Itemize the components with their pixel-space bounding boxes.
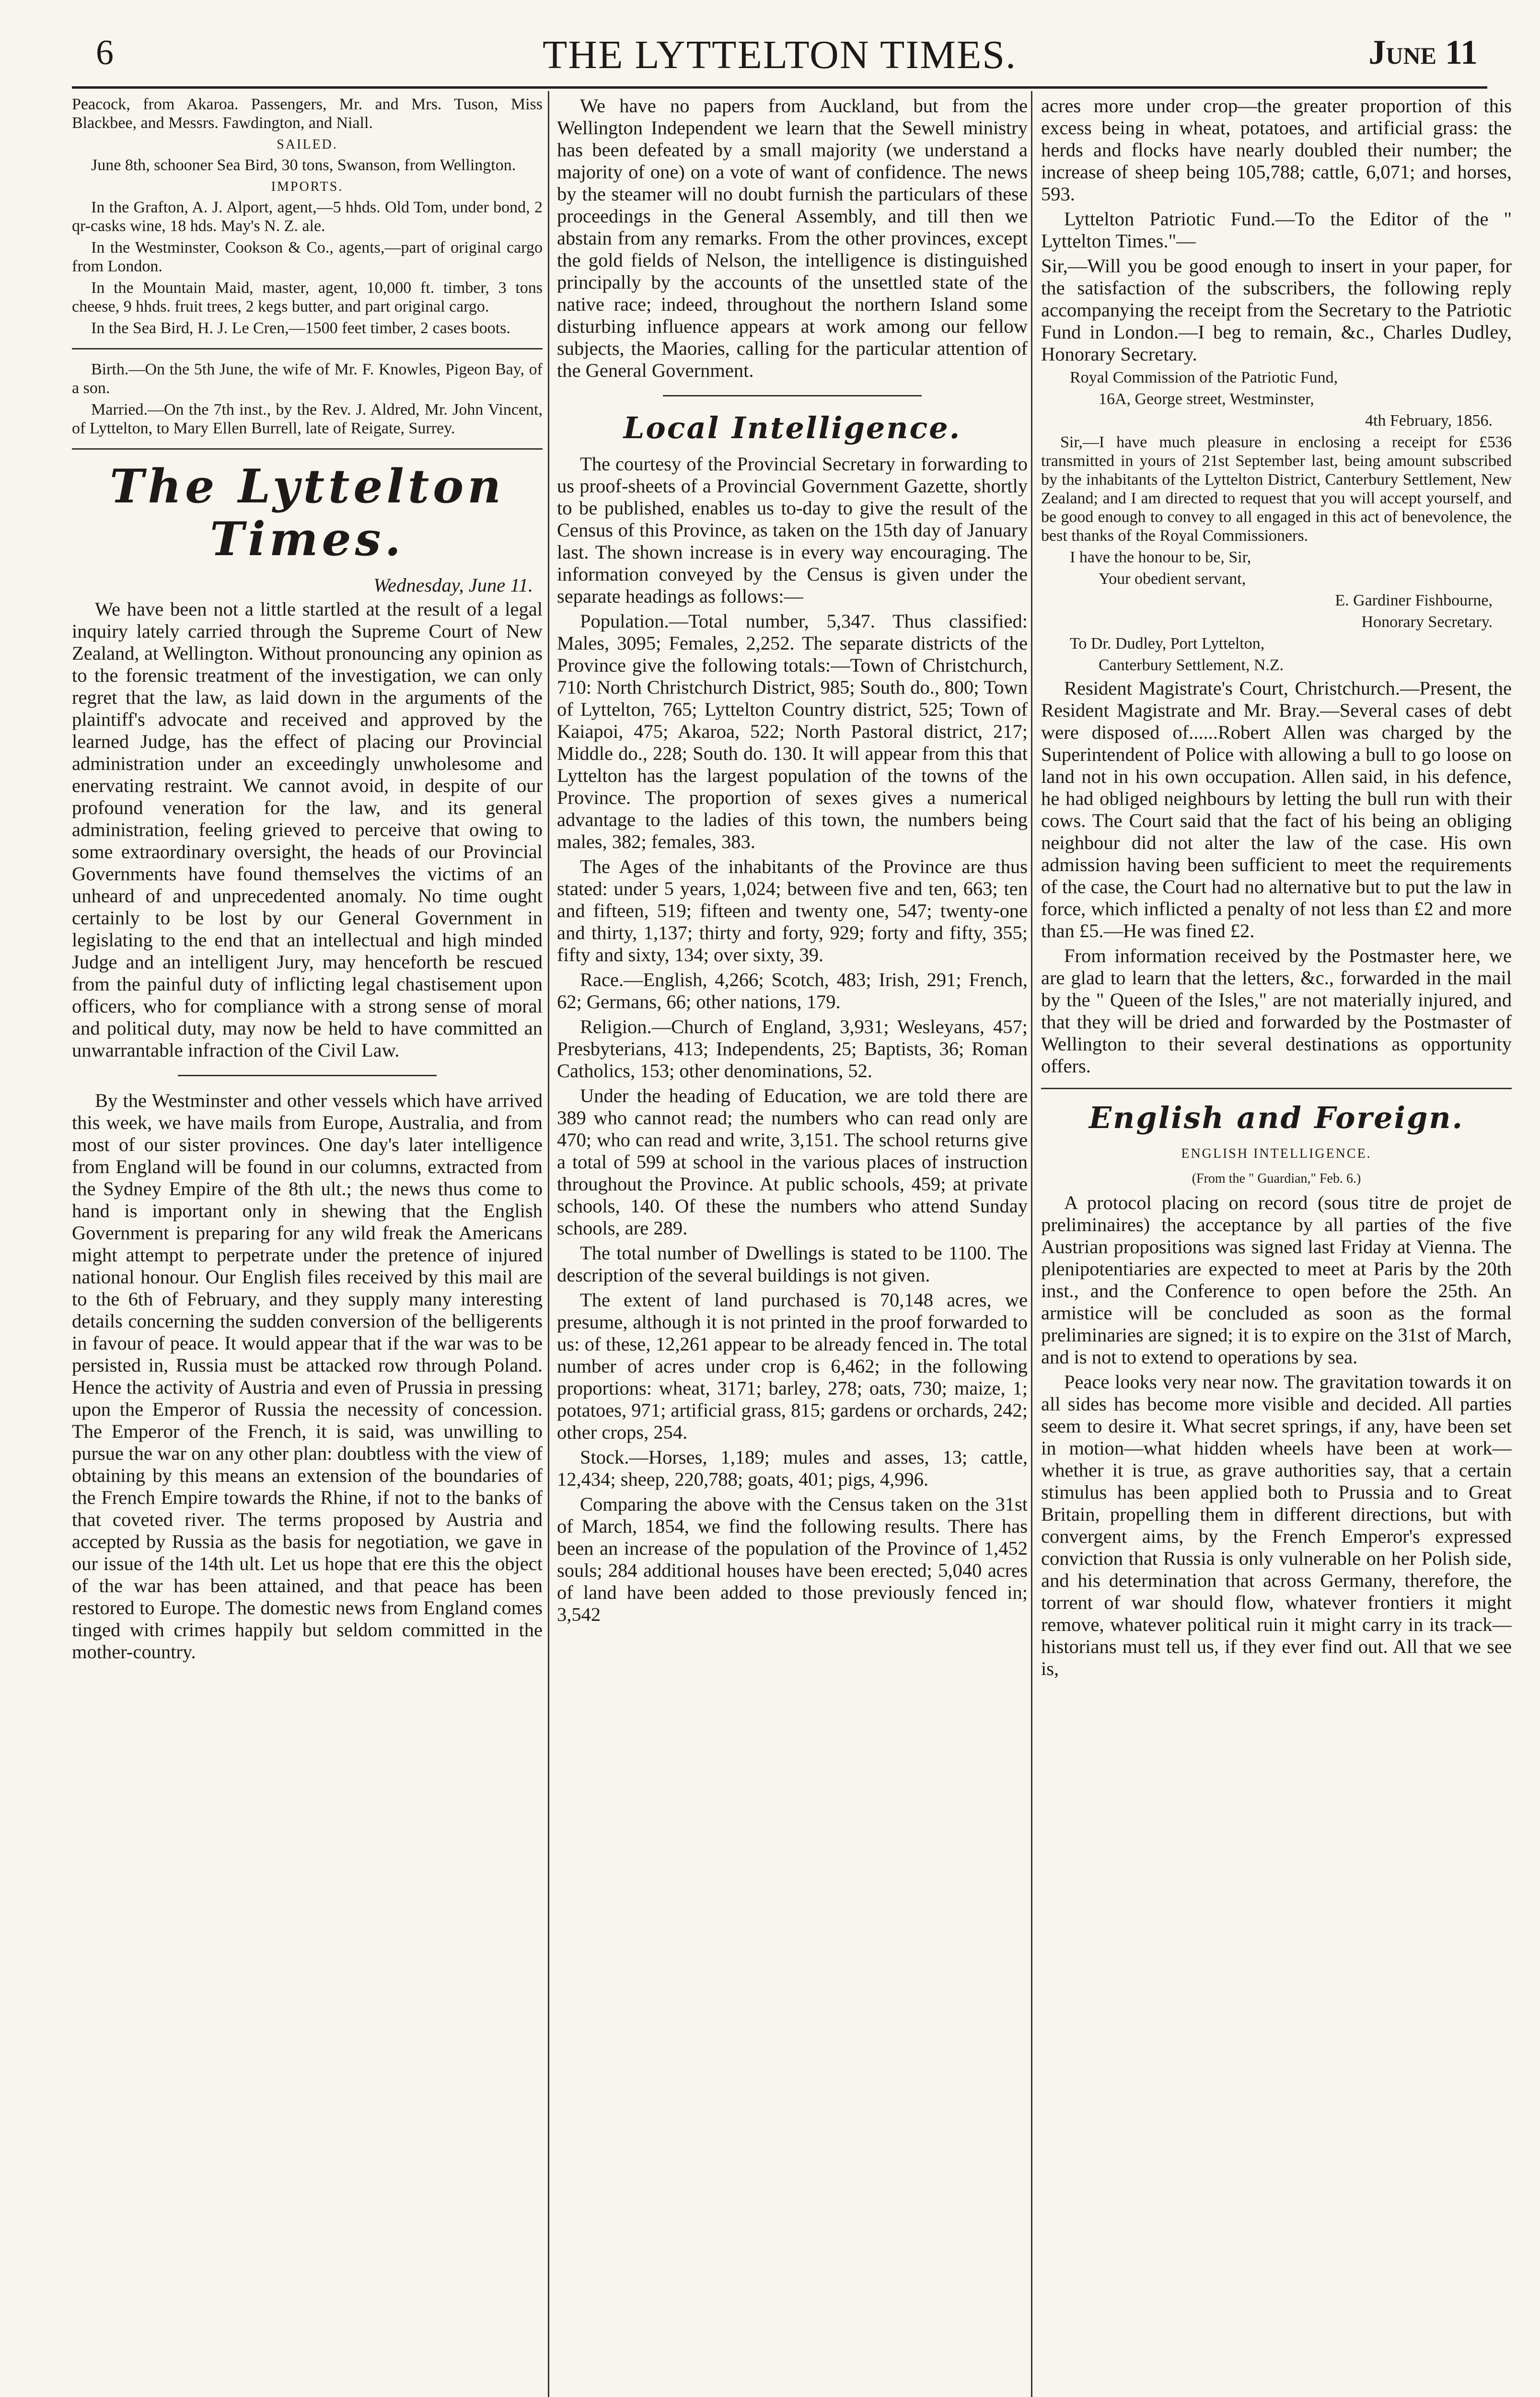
- shipping-news: [72, 95, 543, 450]
- column-3: [1041, 95, 1512, 2397]
- letter-closing-line: I have the honour to be, Sir,: [1070, 548, 1251, 566]
- census-stock: Stock.—Horses, 1,189; mules and asses, 13; cattle, 12,434; sheep, 220,788; goats, 401; pigs, 4,996.: [557, 1446, 1028, 1490]
- census-ages: The Ages of the inhabitants of the Province are thus stated: under 5 years, 1,024; between five and ten, 663; ten and fifteen, 519; fifteen and twenty one, 547; twenty-one and thirty, 1,137; thirty and forty, 929; forty and fifty, 355; fifty and sixty, 134; over sixty, 39.: [557, 856, 1028, 966]
- editorial-paragraph: We have been not a little startled at the result of a legal inquiry lately carried through the Supreme Court of New Zealand, at Wellington. Without pronouncing any opinion as to the forensic treatment of the investigation, we can only regret that the law, as laid down in the arguments of the plaintiff's advocate and received and approved by the learned Judge, has the effect of placing our Provincial administration under an exceedingly unwholesome and enervating restraint. We cannot avoid, in despite of our profound veneration for the law, and its general administration, feeling grieved to perceive that owing to some extraordinary oversight, the heads of our Provincial Governments have found themselves the victims of an unheard of and unprecedented anomaly. No time ought certainly to be lost by our General Government in legislating to the end that an intellectual and high minded Judge and an intelligent Jury, may henceforth be rescued from the painful duty of inflicting legal chastisement upon officers, who for compliance with a strong sense of moral and political duty, may now be held to have committed an unwarrantable infraction of the Civil Law.: [72, 598, 543, 1061]
- letter-address-line: 16A, George street, Westminster,: [1099, 390, 1314, 408]
- census-comparison: Comparing the above with the Census taken on the 31st of March, 1854, we find the following results. There has been an increase of the population of the Province of 1,452 souls; 284 additional houses have been erected; 5,040 acres of land have been added to those previously fenced in; 3,542: [557, 1493, 1028, 1625]
- census-religion: Religion.—Church of England, 3,931; Wesleyans, 457; Presbyterians, 413; Independents, 25; Baptists, 36; Roman Catholics, 153; other denominations, 52.: [557, 1016, 1028, 1082]
- column-rule: [548, 91, 549, 2397]
- letter-address-line: Royal Commission of the Patriotic Fund,: [1070, 369, 1338, 386]
- section-heading-foreign: English and Foreign.: [1088, 1100, 1464, 1135]
- newspaper-title: THE LYTTELTON TIMES.: [543, 33, 1017, 77]
- column-2: [557, 95, 1028, 2397]
- letter-address-line: 4th February, 1856.: [1365, 412, 1493, 430]
- editorial-paragraph: By the Westminster and other vessels which have arrived this week, we have mails from Europe, Australia, and from most of our sister provinces. One day's later intelligence from England will be found in our columns, extracted from the Sydney Empire of the 8th ult.; the news thus come to hand is important only in shewing that the English Government is preparing for any wild freak the Americans might attempt to perpetrate under the pretence of injured national honour. Our English files received by this mail are to the 6th of February, and they supply many interesting details concerning the sudden conversion of the belligerents in favour of peace. It would appear that if the war was to be persisted in, Russia must be attacked row through Poland. Hence the activity of Austria and even of Prussia in pressing upon the Emperor of Russia the necessity of concession. The Emperor of the French, it is said, was unwilling to pursue the war on any other plan: doubtless with the view of obtaining by this means an extension of the boundaries of the French Empire towards the Rhine, if not to the banks of that coveted river. The terms proposed by Austria and accepted by Russia as the basis for negotiation, we gave in our issue of the 14th ult. Let us hope that ere this the object of the war has been attained, and that peace has been restored to Europe. The domestic news from England comes tinged with crimes happily but seldom committed in the mother-country.: [72, 1090, 543, 1663]
- import-entry: In the Mountain Maid, master, agent, 10,000 ft. timber, 3 tons cheese, 9 hhds. fruit trees, 2 kegs butter, and part original cargo.: [72, 279, 543, 315]
- birth-notice: Birth.—On the 5th June, the wife of Mr. F. Knowles, Pigeon Bay, of a son.: [72, 361, 543, 397]
- letter-body: Sir,—I have much pleasure in enclosing a receipt for £536 transmitted in yours of 21st September last, being amount subscribed by the inhabitants of the Lyttelton District, Canterbury Settlement, New Zealand; and I am directed to request that you will accept yourself, and be good enough to convey to all engaged in this act of benevolence, the best thanks of the Royal Commissioners.: [1041, 433, 1512, 545]
- census-land: The extent of land purchased is 70,148 acres, we presume, although it is not printed in the proof forwarded to us: of these, 12,261 appear to be already fenced in. The total number of acres under crop is 6,462; in the following proportions: wheat, 3171; barley, 278; oats, 730; maize, 1; potatoes, 971; artificial grass, 815; gardens or orchards, 242; other crops, 254.: [557, 1289, 1028, 1443]
- letter-signature: E. Gardiner Fishbourne,: [1335, 592, 1493, 609]
- patriotic-fund-letter: Sir,—Will you be good enough to insert in your paper, for the satisfaction of the subscribers, the following reply accompanying the receipt from the Secretary to the Patriotic Fund in London.—I beg to remain, &c., Charles Dudley, Honorary Secretary.: [1041, 255, 1512, 365]
- column-1: [72, 95, 543, 2397]
- postmaster-notice: From information received by the Postmaster here, we are glad to learn that the letters, &c., forwarded in the mail by the " Queen of the Isles," are not materially injured, and that they will be dried and forwarded by the Postmaster of Wellington to their several destinations as opportunity offers.: [1041, 945, 1512, 1077]
- divider: [72, 448, 543, 450]
- court-report: Resident Magistrate's Court, Christchurch.—Present, the Resident Magistrate and Mr. Bray.—Several cases of debt were disposed of......Robert Allen was charged by the Superintendent of Police with allowing a bull to go loose on land not in his own occupation. Allen said, in his defence, he had obliged neighbours by letting the bull run with their cows. The Court said that the fact of his being an obliging neighbour did not alter the law of the case. His own admission having been sufficient to meet the requirements of the case, the Court had no alternative but to put the law in force, which inflicted a penalty of not less than £2 and more than £5.—He was fined £2.: [1041, 677, 1512, 942]
- census-race: Race.—English, 4,266; Scotch, 483; Irish, 291; French, 62; Germans, 66; other nations, 179.: [557, 969, 1028, 1012]
- divider: [1041, 1088, 1512, 1089]
- import-entry: In the Sea Bird, H. J. Le Cren,—1500 feet timber, 2 cases boots.: [91, 319, 510, 337]
- ship-arrivals: Peacock, from Akaroa. Passengers, Mr. and Mrs. Tuson, Miss Blackbee, and Messrs. Fawdington, and Niall.: [72, 95, 543, 132]
- column-rule: [1031, 91, 1032, 2397]
- article-paragraph: A protocol placing on record (sous titre de projet de preliminaires) the acceptance by all parties of the five Austrian propositions was signed last Friday at Vienna. The plenipotentiaries are expected to meet at Paris by the 20th inst., and the Conference to open before the 25th. An armistice will be concluded as soon as the formal preliminaries are signed; it is to expire on the 31st of March, and is not to extend to operations by sea.: [1041, 1192, 1512, 1368]
- article-paragraph: We have no papers from Auckland, but from the Wellington Independent we learn that the Sewell ministry has been defeated by a small majority (we understand a majority of one) on a vote of want of confidence. The news by the steamer will no doubt furnish the particulars of these proceedings in the General Assembly, and till then we abstain from any remarks. From the other provinces, except the gold fields of Nelson, the intelligence is distinguished principally by the accounts of the unsettled state of the native race; indeed, throughout the northern Island some disturbing influence appears at work among our fellow subjects, the Maories, calling for the particular attention of the General Government.: [557, 95, 1028, 381]
- section-heading-local: Local Intelligence.: [623, 410, 961, 445]
- imports-heading: IMPORTS.: [271, 179, 344, 194]
- masthead-rule: [72, 86, 1487, 89]
- page-number: 6: [96, 33, 114, 72]
- letter-addressee-line: Canterbury Settlement, N.Z.: [1099, 656, 1284, 674]
- masthead: [72, 29, 1487, 81]
- marriage-notice: Married.—On the 7th inst., by the Rev. J. Aldred, Mr. John Vincent, of Lyttelton, to Mary Ellen Burrell, late of Reigate, Surrey.: [72, 401, 543, 437]
- letter-closing-line: Your obedient servant,: [1099, 570, 1246, 588]
- sailed-heading: SAILED.: [277, 137, 338, 152]
- letter-addressee-line: To Dr. Dudley, Port Lyttelton,: [1070, 635, 1265, 652]
- import-entry: In the Grafton, A. J. Alport, agent,—5 hhds. Old Tom, under bond, 2 qr-casks wine, 18 hds. May's N. Z. ale.: [72, 198, 543, 235]
- source-credit: (From the " Guardian," Feb. 6.): [1192, 1171, 1361, 1186]
- census-education: Under the heading of Education, we are told there are 389 who cannot read; the numbers who can read only are 470; who can read and write, 3,151. The school returns give a total of 599 at school in the various places of instruction throughout the Province. At public schools, 459; at private schools, 140. Of these the numbers who attend Sunday schools, are 289.: [557, 1085, 1028, 1239]
- editorial-flag: The Lyttelton Times.: [110, 459, 505, 566]
- patriotic-fund-heading: Lyttelton Patriotic Fund.—To the Editor of the " Lyttelton Times."—: [1041, 208, 1512, 252]
- divider: [178, 1075, 437, 1076]
- issue-date: June 11: [1368, 33, 1478, 71]
- article-paragraph: acres more under crop—the greater proportion of this excess being in wheat, potatoes, and artificial grass: the herds and flocks have nearly doubled their number; the increase of sheep being 105,788; cattle, 6,071; and horses, 593.: [1041, 95, 1512, 205]
- english-intelligence-heading: ENGLISH INTELLIGENCE.: [1181, 1146, 1372, 1161]
- article-paragraph: Peace looks very near now. The gravitation towards it on all sides has become more visible and decided. All parties seem to desire it. What secret springs, if any, have been set in motion—what hidden wheels have been at work—whether it is true, as grave authorities say, that a certain stimulus has been applied both to Prussia and to Great Britain, propelling them in different directions, but with convergent aims, by the French Emperor's expressed conviction that Russia is only vulnerable on her Polish side, and his determination that across Germany, therefore, the torrent of war should flow, whatever frontiers it might remove, whatever political ruin it might carry in its track—historians must tell us, if they ever find out. All that we see is,: [1041, 1371, 1512, 1679]
- census-intro: The courtesy of the Provincial Secretary in forwarding to us proof-sheets of a Provincial Government Gazette, shortly to be published, enables us to-day to give the result of the Census of this Province, as taken on the 15th day of January last. The shown increase is in every way encouraging. The information conveyed by the Census is given under the separate headings as follows:—: [557, 453, 1028, 607]
- editorial-date: Wednesday, June 11.: [373, 574, 533, 596]
- sailed-entry: June 8th, schooner Sea Bird, 30 tons, Swanson, from Wellington.: [91, 156, 516, 174]
- import-entry: In the Westminster, Cookson & Co., agents,—part of original cargo from London.: [72, 239, 543, 275]
- census-population: Population.—Total number, 5,347. Thus classified: Males, 3095; Females, 2,252. The separate districts of the Province give the following totals:—Town of Christchurch, 710: North Christchurch District, 985; South do., 800; Town of Lyttelton, 765; Lyttelton Country district, 525; Town of Kaiapoi, 475; Akaroa, 522; North Pastoral district, 217; Middle do., 228; South do. 130. It will appear from this that Lyttelton has the largest population of the towns of the Province. The proportion of sexes gives a numerical advantage to the ladies of this town, the numbers being males, 382; females, 383.: [557, 610, 1028, 852]
- census-dwellings: The total number of Dwellings is stated to be 1100. The description of the several buildings is not given.: [557, 1242, 1028, 1286]
- commission-letter: [1041, 368, 1512, 675]
- letter-closing-line: Honorary Secretary.: [1361, 613, 1493, 631]
- divider: [663, 395, 922, 396]
- divider: [72, 348, 543, 349]
